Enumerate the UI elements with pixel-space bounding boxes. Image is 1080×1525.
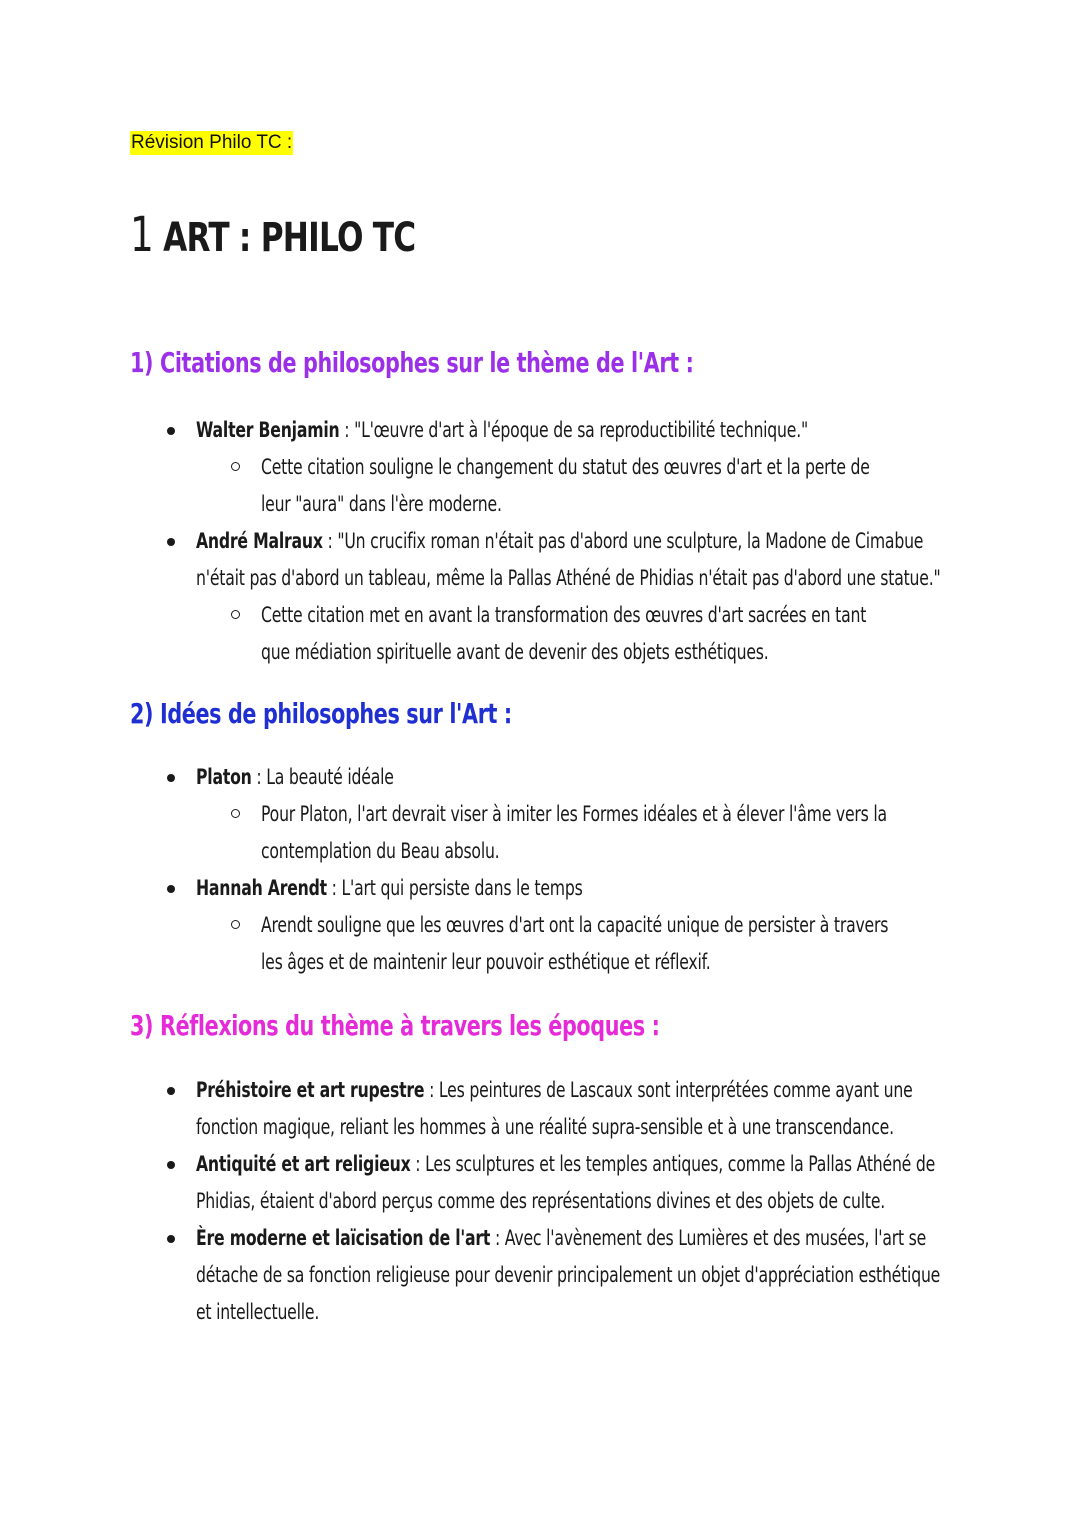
sub-list [196, 907, 990, 981]
list-item [130, 523, 990, 671]
sub-list-item [196, 597, 990, 671]
bullet-list [130, 759, 990, 981]
sub-list [196, 796, 990, 870]
section-heading: 2) Idées de philosophes sur l'Art : [130, 697, 512, 730]
section-heading: 3) Réflexions du thème à travers les époques : [130, 1009, 660, 1042]
sub-item-text: Arendt souligne que les œuvres d'art ont la capacité unique de persister à travers les âges et de maintenir leur pouvoir esthétique et réflexif. [261, 913, 889, 975]
list-item-text [196, 759, 990, 796]
bullet-list [130, 412, 990, 671]
epoch-text: : Les sculptures et les temples antiques, comme la Pallas Athéné de Phidias, étaient d'abord perçus comme des représentations divines et des objets de culte. [196, 1152, 936, 1214]
list-item [130, 1072, 990, 1146]
sub-list [196, 597, 990, 671]
idea-text: : La beauté idéale [251, 765, 394, 790]
section-idees [130, 694, 990, 981]
sub-list-item [196, 796, 990, 870]
list-item-text [196, 523, 949, 597]
list-item-text [196, 1146, 944, 1220]
philosopher-name: Hannah Arendt [196, 876, 327, 901]
list-item [130, 412, 990, 523]
list-item-text [196, 870, 990, 907]
list-item-text [196, 412, 990, 449]
title-text: ART : PHILO TC [163, 215, 416, 261]
bullet-list [130, 1072, 990, 1331]
sub-list [196, 449, 990, 523]
highlighted-label: Révision Philo TC : [131, 132, 293, 153]
philosopher-name: André Malraux [196, 529, 323, 554]
epoch-name: Préhistoire et art rupestre [196, 1078, 425, 1103]
list-item [130, 759, 990, 870]
epoch-name: Ère moderne et laïcisation de l'art [196, 1226, 491, 1251]
philosopher-name: Platon [196, 765, 252, 790]
sub-item-text: Cette citation souligne le changement du statut des œuvres d'art et la perte de leur "aura" dans l'ère moderne. [261, 455, 870, 517]
section-citations [130, 343, 990, 671]
list-item [130, 1146, 990, 1220]
section-reflexions [130, 1006, 990, 1331]
quote-text: : "L'œuvre d'art à l'époque de sa reproductibilité technique." [339, 418, 808, 443]
philosopher-name: Walter Benjamin [196, 418, 340, 443]
sub-list-item [196, 907, 990, 981]
sub-list-item [196, 449, 990, 523]
epoch-text: : Avec l'avènement des Lumières et des musées, l'art se détache de sa fonction religieuse pour devenir principalement un objet d'appréciation esthétique et intellectuelle. [196, 1226, 941, 1325]
quote-text: : "Un crucifix roman n'était pas d'abord une sculpture, la Madone de Cimabue n'était pas d'abord un tableau, même la Pallas Athéné de Phidias n'était pas d'abord une statue." [196, 529, 941, 591]
sub-item-text: Pour Platon, l'art devrait viser à imiter les Formes idéales et à élever l'âme vers la contemplation du Beau absolu. [261, 802, 887, 864]
list-item-text [196, 1072, 944, 1146]
sub-item-text: Cette citation met en avant la transformation des œuvres d'art sacrées en tant que médiation spirituelle avant de devenir des objets esthétiques. [261, 603, 867, 665]
idea-text: : L'art qui persiste dans le temps [326, 876, 583, 901]
section-heading: 1) Citations de philosophes sur le thème de l'Art : [130, 346, 694, 379]
epoch-name: Antiquité et art religieux [196, 1152, 411, 1177]
list-item-text [196, 1220, 944, 1331]
list-item [130, 870, 990, 981]
page-title [130, 205, 415, 268]
epoch-text: : Les peintures de Lascaux sont interprétées comme ayant une fonction magique, reliant les hommes à une réalité supra-sensible et à une transcendance. [196, 1078, 913, 1140]
title-number: 1 [130, 207, 154, 263]
list-item [130, 1220, 990, 1331]
